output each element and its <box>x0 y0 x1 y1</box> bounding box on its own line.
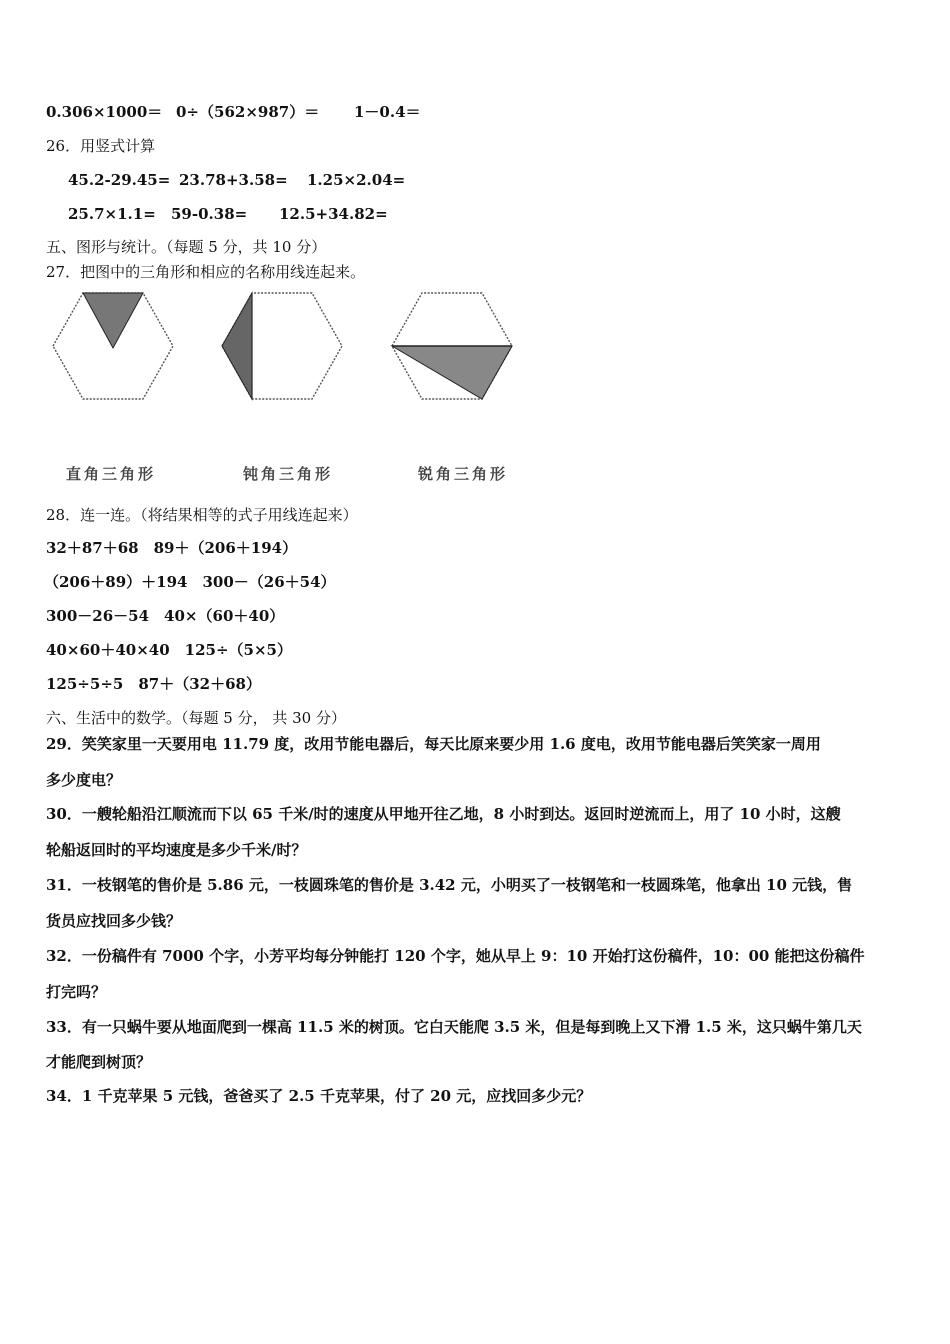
calc-item: 23.78+3.58= <box>179 171 288 189</box>
calc-item: 1－0.4＝ <box>354 103 421 121</box>
question-27-title: 27．把图中的三角形和相应的名称用线连起来。 <box>46 263 366 281</box>
calc-item: 0.306×1000＝ <box>46 103 163 121</box>
question-29-line-2: 多少度电？ <box>46 771 122 789</box>
question-31-line-2: 货员应找回多少钱？ <box>46 912 182 930</box>
oral-calc-row <box>46 102 421 122</box>
calc-item: 59-0.38= <box>171 205 248 223</box>
question-34: 34．1 千克苹果 5 元钱，爸爸买了 2.5 千克苹果，付了 20 元，应找回多少元？ <box>46 1087 592 1105</box>
question-30-line-2: 轮船返回时的平均速度是多少千米/时？ <box>46 841 307 859</box>
label-right-triangle: 直角三角形 <box>66 465 157 483</box>
match-row: 32＋87＋68 89＋（206＋194） <box>46 539 298 557</box>
calc-item: 0÷（562×987）＝ <box>176 103 320 121</box>
label-acute-triangle: 锐角三角形 <box>418 465 509 483</box>
question-26-title: 26．用竖式计算 <box>46 137 156 155</box>
question-28-title: 28．连一连。（将结果相等的式子用线连起来） <box>46 506 358 524</box>
section-6-heading: 六、生活中的数学。（每题 5 分， 共 30 分） <box>46 709 346 727</box>
hexagon-figure-2 <box>218 290 346 402</box>
match-row: 40×60＋40×40 125÷（5×5） <box>46 641 292 659</box>
section-5-heading: 五、图形与统计。（每题 5 分，共 10 分） <box>46 238 327 256</box>
calc-item: 45.2-29.45= <box>68 171 171 189</box>
hexagon-figure-1 <box>50 290 176 402</box>
calc-item: 25.7×1.1= <box>68 205 156 223</box>
q26-row-1 <box>68 170 405 190</box>
question-33-line-1: 33．有一只蜗牛要从地面爬到一棵高 11.5 米的树顶。它白天能爬 3.5 米，但是每到晚上又下滑 1.5 米，这只蜗牛第几天 <box>46 1018 862 1036</box>
question-31-line-1: 31．一枝钢笔的售价是 5.86 元，一枝圆珠笔的售价是 3.42 元，小明买了一枝钢笔和一枝圆珠笔，他拿出 10 元钱，售 <box>46 876 853 894</box>
question-32-line-1: 32．一份稿件有 7000 个字，小芳平均每分钟能打 120 个字，她从早上 9：10 开始打这份稿件，10：00 能把这份稿件 <box>46 947 865 965</box>
hexagon-figure-3 <box>388 290 516 402</box>
question-29-line-1: 29．笑笑家里一天要用电 11.79 度，改用节能电器后，每天比原来要少用 1.6 度电，改用节能电器后笑笑家一周用 <box>46 735 821 753</box>
match-row: 125÷5÷5 87＋（32＋68） <box>46 675 261 693</box>
calc-item: 1.25×2.04= <box>307 171 406 189</box>
match-row: （206＋89）＋194 300－（26＋54） <box>44 573 336 591</box>
q26-row-2 <box>68 204 388 224</box>
question-33-line-2: 才能爬到树顶？ <box>46 1053 152 1071</box>
calc-item: 12.5+34.82= <box>279 205 388 223</box>
question-30-line-1: 30．一艘轮船沿江顺流而下以 65 千米/时的速度从甲地开往乙地，8 小时到达。返回时逆流而上，用了 10 小时，这艘 <box>46 805 841 823</box>
label-obtuse-triangle: 钝角三角形 <box>243 465 334 483</box>
question-32-line-2: 打完吗？ <box>46 983 107 1001</box>
match-row: 300－26－54 40×（60＋40） <box>46 607 285 625</box>
